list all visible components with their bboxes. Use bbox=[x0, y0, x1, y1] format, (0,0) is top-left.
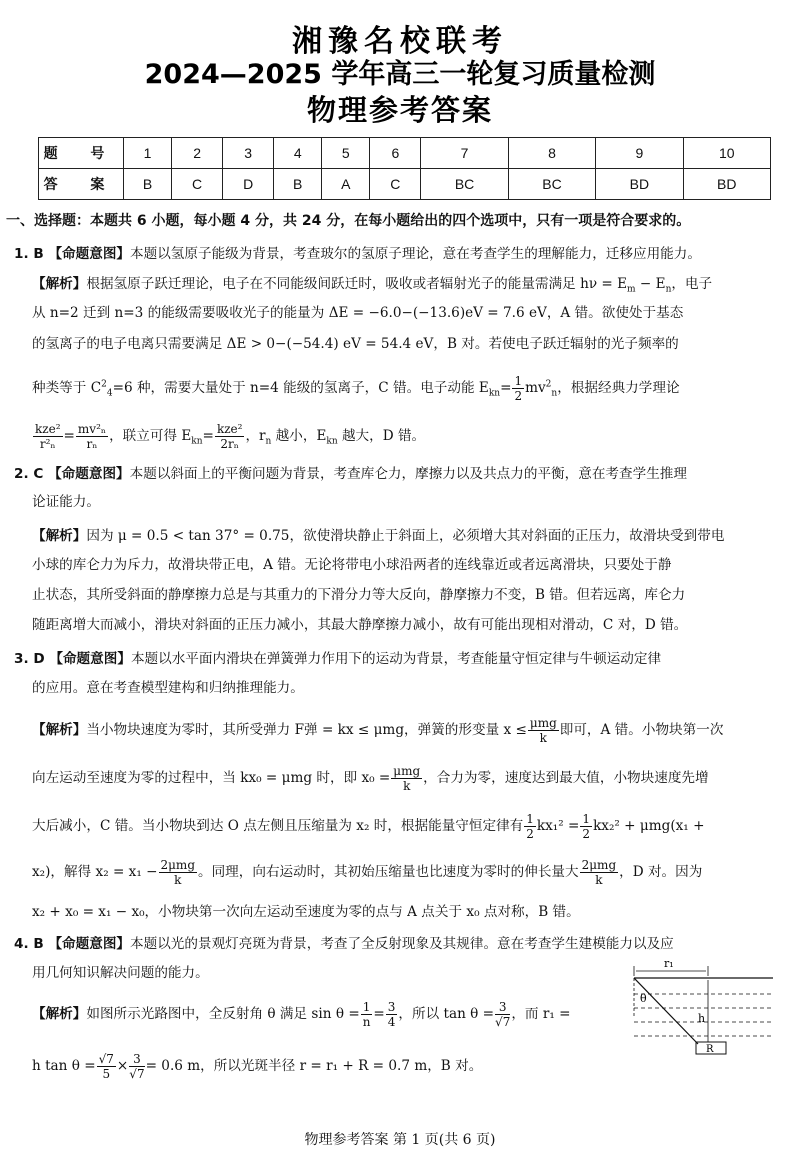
section-heading: 一、选择题：本题共 6 小题，每小题 4 分，共 24 分，在每小题给出的四个选项中，只有一项是符合要求的。 bbox=[6, 213, 691, 229]
answer-row bbox=[39, 169, 771, 200]
q4-line: 4. B 【命题意图】本题以光的景观灯亮斑为背景，考查了全反射现象及其规律。意在考查学生建模能力以及应 bbox=[14, 936, 674, 952]
q1-line: 从 n=2 迁到 n=3 的能级需要吸收光子的能量为 ΔE = −6.0−(−13.6)eV = 7.6 eV，A 错。欲使处于基态 bbox=[32, 305, 684, 321]
R-label: R bbox=[706, 1044, 714, 1055]
table-cell: 8 bbox=[508, 138, 595, 169]
table-cell: 9 bbox=[596, 138, 683, 169]
q2-line: 止状态，其所受斜面的静摩擦力总是与其重力的下滑分力等大反向，静摩擦力不变，B 错。但若远离，库仑力 bbox=[32, 587, 686, 603]
fraction: $\frac{1}{2}$ bbox=[514, 374, 523, 403]
table-cell: 7 bbox=[421, 138, 508, 169]
table-cell: B bbox=[274, 169, 322, 200]
fraction: $\frac{√7}{5}$ bbox=[98, 1052, 114, 1081]
r1-label: r₁ bbox=[664, 958, 674, 970]
q1-line: 【解析】根据氢原子跃迁理论，电子在不同能级间跃迁时，吸收或者辐射光子的能量需满足 $h\nu = E_m - E_n$，电子 bbox=[32, 276, 713, 295]
table-cell: C bbox=[370, 169, 421, 200]
table-cell: 5 bbox=[322, 138, 370, 169]
table-cell: BC bbox=[421, 169, 508, 200]
q1-line: 种类等于 $C^2_4=6$ 种，需要大量处于 n=4 能级的氢离子，C 错。电子动能 $E_{kn}=$ $\frac{1}{2}$ $mv^2_n$，根据经典力学理论 bbox=[32, 374, 680, 403]
exam-title: 湘豫名校联考 bbox=[292, 24, 508, 59]
table-cell: BC bbox=[508, 169, 595, 200]
table-cell: 2 bbox=[172, 138, 223, 169]
answer-table bbox=[38, 137, 771, 200]
table-cell: 1 bbox=[124, 138, 172, 169]
fraction: $\frac{1}{2}$ bbox=[526, 812, 534, 841]
fraction: $\frac{\text{2μmg}}{k}$ bbox=[581, 858, 617, 887]
exam-subtitle: 2024—2025 学年高三一轮复习质量检测 bbox=[144, 59, 656, 90]
q2-line: 论证能力。 bbox=[32, 494, 100, 510]
q2-line: 【解析】因为 μ = 0.5 < tan 37° = 0.75，欲使滑块静止于斜面上，必须增大其对斜面的正压力，故滑块受到带电 bbox=[32, 528, 725, 544]
optics-diagram bbox=[628, 958, 778, 1068]
table-cell: BD bbox=[596, 169, 683, 200]
fraction: $\frac{\text{2μmg}}{k}$ bbox=[160, 858, 195, 887]
question-number-row bbox=[39, 138, 771, 169]
q3-line: 大后减小，C 错。当小物块到达 O 点左侧且压缩量为 x₂ 时，根据能量守恒定律有 $\frac{1}{2}$ kx₁² = $\frac{1}{2}$ kx₂² + μmg(x₁ + bbox=[32, 812, 705, 841]
q2-line: 小球的库仑力为斥力，故滑块带正电，A 错。无论将带电小球沿两者的连线靠近或者远离滑块，只要处于静 bbox=[32, 557, 672, 573]
fraction: $\frac{\text{kze²}}{\text{2rₙ}}$ bbox=[216, 422, 243, 451]
q3-line: 的应用。意在考查模型建构和归纳推理能力。 bbox=[32, 680, 304, 696]
fraction: $\frac{3}{√7}$ bbox=[495, 1000, 511, 1029]
q3-line: x₂)，解得 x₂ = x₁ − $\frac{\text{2μmg}}{k}$ 。同理，向右运动时，其初始压缩量也比速度为零时的伸长量大 $\frac{\text{2μmg}}{k}$ ，D 对。因为 bbox=[32, 858, 703, 887]
table-cell: 4 bbox=[274, 138, 322, 169]
light-ray bbox=[634, 978, 698, 1044]
h-label: h bbox=[698, 1012, 706, 1025]
fraction: $\frac{\text{mv²ₙ}}{\text{rₙ}}$ bbox=[77, 422, 107, 451]
q3-line: 向左运动至速度为零的过程中，当 kx₀ = μmg 时，即 x₀ = $\frac{\text{μmg}}{k}$ ，合力为零，速度达到最大值，小物块速度先增 bbox=[32, 764, 709, 793]
page-footer: 物理参考答案 第 1 页(共 6 页) bbox=[304, 1132, 496, 1148]
table-cell: C bbox=[172, 169, 223, 200]
fraction: $\frac{3}{√7}$ bbox=[129, 1052, 145, 1081]
q4-line: 用几何知识解决问题的能力。 bbox=[32, 965, 209, 981]
q1-line: 1. B 【命题意图】本题以氢原子能级为背景，考查玻尔的氢原子理论，意在考查学生的理解能力，迁移应用能力。 bbox=[14, 246, 701, 262]
fraction: $\frac{3}{4}$ bbox=[387, 1000, 396, 1029]
row-label: 答 案 bbox=[39, 169, 124, 200]
fraction: $\frac{1}{2}$ bbox=[582, 812, 591, 841]
table-cell: 3 bbox=[223, 138, 274, 169]
table-cell: D bbox=[223, 169, 274, 200]
q2-line: 随距离增大而减小，滑块对斜面的正压力减小，其最大静摩擦力减小，故有可能出现相对滑动，C 对，D 错。 bbox=[32, 617, 688, 633]
q3-line: x₂ + x₀ = x₁ − x₀，小物块第一次向左运动至速度为零的点与 A 点关于 x₀ 点对称，B 错。 bbox=[32, 904, 580, 920]
q4-line: 【解析】如图所示光路图中，全反射角 θ 满足 sin θ = $\frac{1}{n}$ = $\frac{3}{4}$ ，所以 tan θ = $\frac{3}{√7}$ ，而 r₁ = bbox=[32, 1000, 571, 1029]
table-cell: A bbox=[322, 169, 370, 200]
fraction: $\frac{\text{μmg}}{k}$ bbox=[529, 716, 557, 745]
answer-key-title: 物理参考答案 bbox=[306, 93, 493, 127]
q2-line: 2. C 【命题意图】本题以斜面上的平衡问题为背景，考查库仑力，摩擦力以及共点力的平衡，意在考查学生推理 bbox=[14, 466, 687, 482]
q3-line: 3. D 【命题意图】本题以水平面内滑块在弹簧弹力作用下的运动为背景，考查能量守恒定律与牛顿运动定律 bbox=[14, 651, 662, 667]
row-label: 题 号 bbox=[39, 138, 124, 169]
fraction: $\frac{1}{n}$ bbox=[362, 1000, 371, 1029]
q1-line: 的氢离子的电子电离只需要满足 ΔE > 0−(−54.4) eV = 54.4 eV，B 对。若使电子跃迁辐射的光子频率的 bbox=[32, 336, 679, 352]
table-cell: BD bbox=[683, 169, 770, 200]
table-cell: B bbox=[124, 169, 172, 200]
q1-line: $\frac{\text{kze²}}{\text{r²ₙ}}$ = $\frac{\text{mv²ₙ}}{\text{rₙ}}$ ，联立可得 $E_{kn}=$ $\frac{\text{kze²}}{\text{2rₙ}}$ ，$r_n$ 越小，$E_{kn}$ 越大，D 错。 bbox=[35, 422, 426, 451]
table-cell: 6 bbox=[370, 138, 421, 169]
theta-label: θ bbox=[640, 992, 647, 1005]
q4-line: h tan θ = $\frac{√7}{5}$ × $\frac{3}{√7}$ = 0.6 m，所以光斑半径 r = r₁ + R = 0.7 m，B 对。 bbox=[32, 1052, 483, 1081]
fraction: $\frac{\text{kze²}}{\text{r²ₙ}}$ bbox=[35, 422, 61, 451]
fraction: $\frac{\text{μmg}}{k}$ bbox=[393, 764, 421, 793]
table-cell: 10 bbox=[683, 138, 770, 169]
q3-line: 【解析】当小物块速度为零时，其所受弹力 F弹 = kx ≤ μmg，弹簧的形变量 x ≤ $\frac{\text{μmg}}{k}$ 即可，A 错。小物块第一次 bbox=[32, 716, 724, 745]
